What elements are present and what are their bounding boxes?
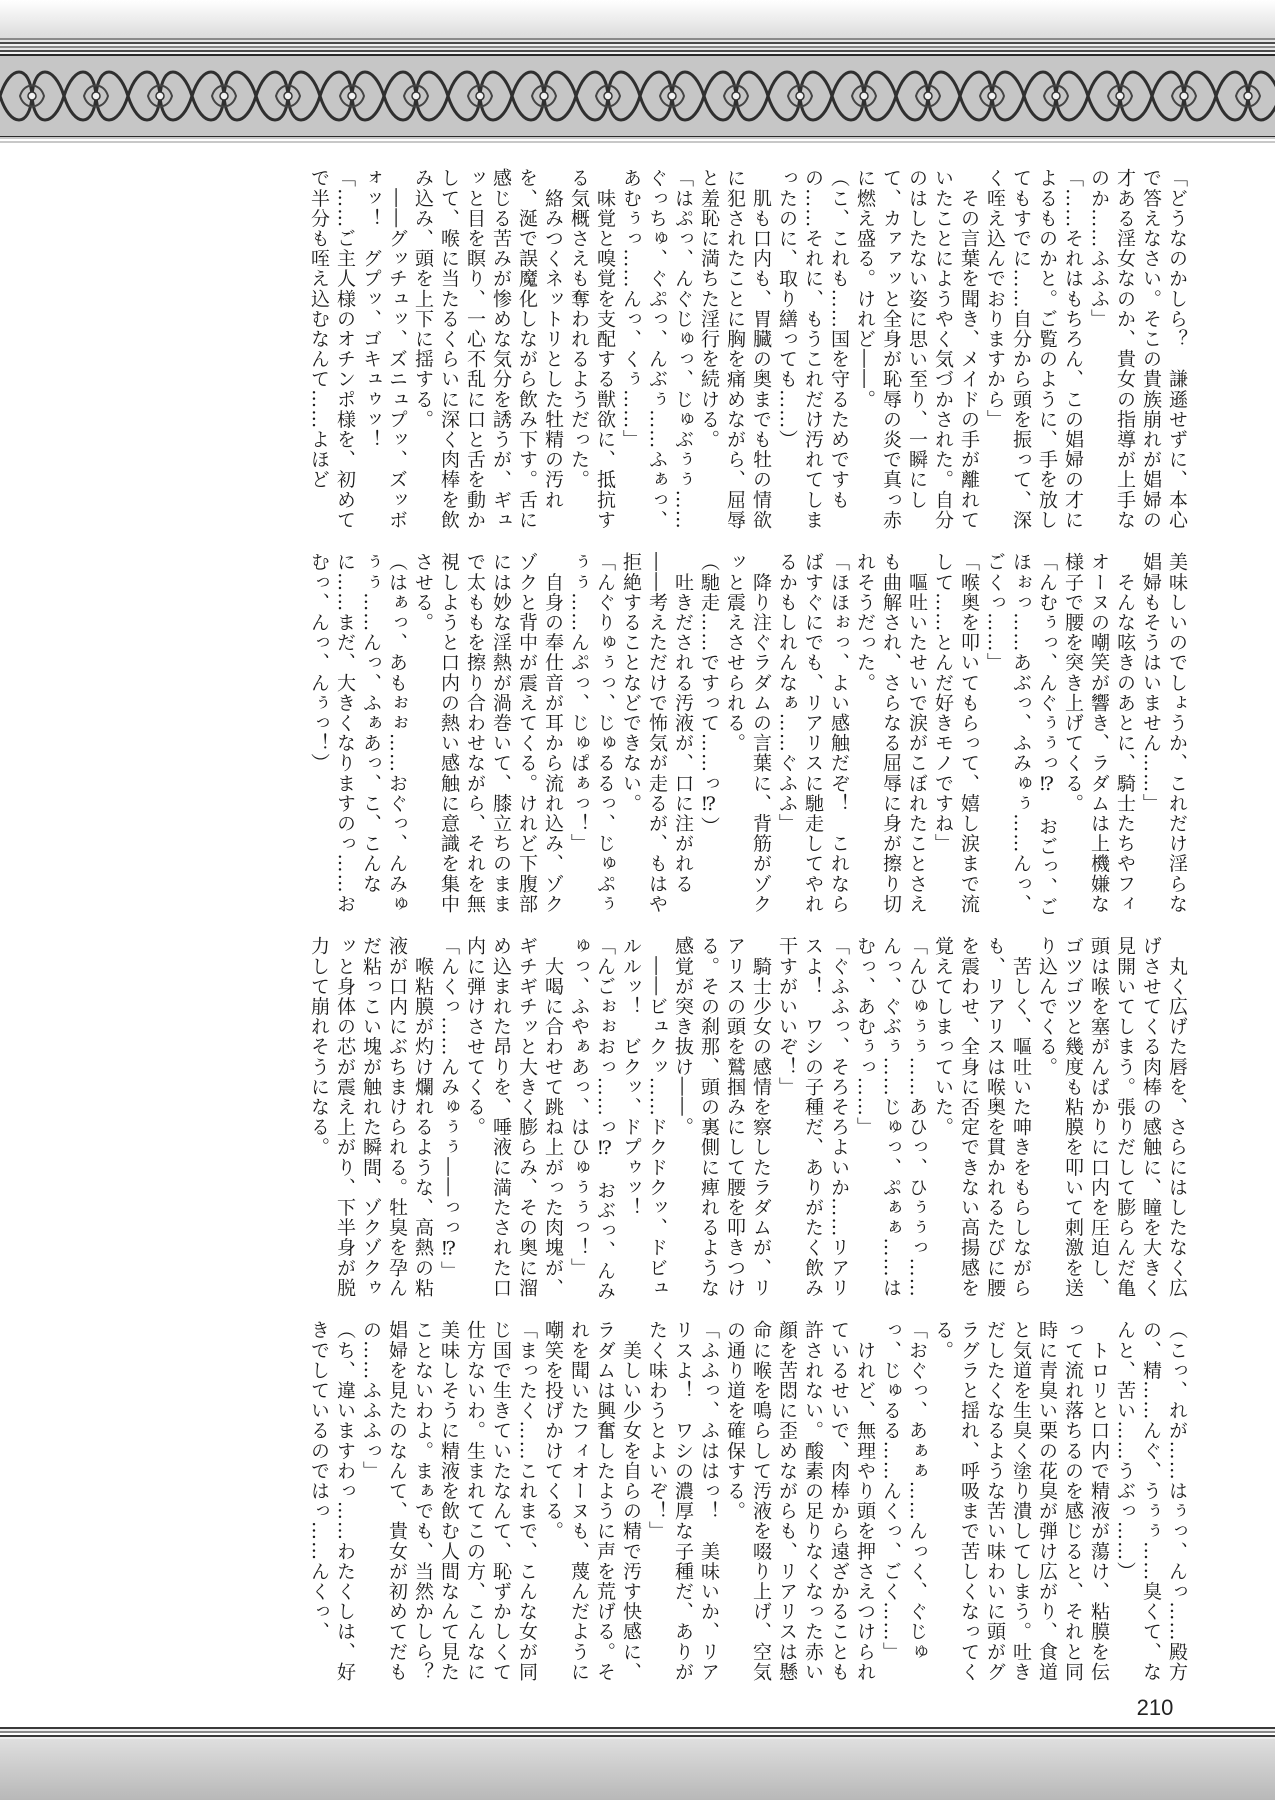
text-band-1: 「どうなのかしら？ 謙遜せずに、本心で答えなさい。そこの貴族崩れが娼婦の才ある淫女なのか、貴女の指導が上手なのか……ふふふ」 「……それはもちろん、この娼婦の才によるものかと。ご覧のように、手を放してもすでに……自分から頭を振って、深く咥え込んでおりますから」 その言葉を聞き、メイドの手が離れていたことにようやく気づかされた。自分のはしたない姿に思い至り、一瞬にして、カァァッと全身が恥辱の炎で真っ赤に燃え盛る。けれど――。 （こ、これも……国を守るためですもの……それに、もうこれだけ汚れてしまったのに、取り繕っても……） 肌も口内も、胃臓の奥までも牡の情欲に犯されたことに胸を痛めながら、屈辱と羞恥に満ちた淫行を続ける。 「はぷっ、んぐじゅっ、じゅぶぅぅ……ぐっちゅ、ぐぷっ、んぶぅ……ふぁっ、あむぅっ……んっ、くぅ……」 味覚と嗅覚を支配する獣欲に、抵抗する気概さえも奪われるようだった。 絡みつくネットリとした牡精の汚れを、涎で誤魔化しながら飲み下す。舌に感じる苦みが惨めな気分を誘うが、ギュッと目を瞑り、一心不乱に口と舌を動かして、喉に当たるくらいに深く肉棒を飲み込み、頭を上下に揺する。 ――グッチュッ、ズニュプッ、ズッボォッ！ グプッ、ゴキュゥッ！ 「……ご主人様のオチンポ様を、初めてで半分も咥え込むなんて……よほど bbox=[308, 168, 1188, 530]
scrollwork-motif bbox=[1152, 72, 1216, 120]
scrollwork-motif bbox=[320, 72, 384, 120]
scrollwork-motif bbox=[1024, 72, 1088, 120]
scrollwork-motif bbox=[704, 72, 768, 120]
scrollwork-motif bbox=[960, 72, 1024, 120]
page-number: 210 bbox=[1136, 1695, 1174, 1720]
scrollwork-motif bbox=[576, 72, 640, 120]
scrollwork-motif bbox=[128, 72, 192, 120]
text-band-3: 丸く広げた唇を、さらにはしたなく広げさせてくる肉棒の感触に、瞳を大きく見開いてしまう。張りだして膨らんだ亀頭は喉を塞がんばかりに口内を圧迫し、ゴツゴツと幾度も粘膜を叩いて刺激を送り込んでくる。 苦しく、嘔吐いた呻きをもらしながらも、リアリスは喉奥を貫かれるたびに腰を震わせ、全身に否定できない高揚感を覚えてしまっていた。 「んひゅぅぅ……あひっ、ひぅぅっ……んっ、ぐぶぅ……じゅっ、ぷぁぁ……はむっ、あむぅっ……」 「ぐふふっ、そろそろよいか……リアリスよ！ ワシの子種だ、ありがたく飲み干すがいいぞ！」 騎士少女の感情を察したラダムが、リアリスの頭を鷲掴みにして腰を叩きつける。その刹那、頭の裏側に痺れるような感覚が突き抜け――。 ――ビュクッ……ドクドクッ、ドビュルルッ！ ビクッ、ドプゥッ！ 「んごぉぉおっ……っ⁉ おぶっ、んみゅっ、ふやぁあっ、はひゅぅぅっ！」 大喝に合わせて跳ね上がった肉塊が、ギチギチッと大きく膨らみ、その奥に溜め込まれた昂りを、唾液に満たされた口内に弾けさせてくる。 「んくっ……んみゅぅぅ――っっ⁉」 喉粘膜が灼け爛れるような、高熱の粘液が口内にぶちまけられる。牡臭を孕んだ粘っこい塊が触れた瞬間、ゾクゾクゥッと身体の芯が震え上がり、下半身が脱力して崩れそうになる。 bbox=[308, 936, 1188, 1301]
bottom-border-lines bbox=[0, 1727, 1275, 1739]
scrollwork-motif bbox=[640, 72, 704, 120]
scrollwork-motif bbox=[768, 72, 832, 120]
scrollwork-motif bbox=[448, 72, 512, 120]
scrollwork-motif bbox=[1088, 72, 1152, 120]
ornament-underline bbox=[0, 137, 1275, 144]
scrollwork-motif bbox=[0, 72, 64, 120]
scrollwork-motif bbox=[192, 72, 256, 120]
text-band-2: 美味しいのでしょうか、これだけ淫らな娼婦もそうはいません……」 そんな呟きのあとに、騎士たちやフィオーヌの嘲笑が響き、ラダムは上機嫌な様子で腰を突き上げてくる。 「んむぅっ、んぐぅぅっ⁉ おごっ、ごほぉっ……あぶっ、ふみゅぅ……んっ、ごくっ……」 「喉奥を叩いてもらって、嬉し涙まで流して……とんだ好きモノですね」 嘔吐いたせいで涙がこぼれたことさえも曲解され、さらなる屈辱に身が擦り切れそうだった。 「ほほぉっ、よい感触だぞ！ これならばすぐにでも、リアリスに馳走してやれるかもしれんなぁ……ぐふふ」 降り注ぐラダムの言葉に、背筋がゾクッと震えさせられる。 （馳走……ですって……っ⁉） 吐きだされる汚液が、口に注がれる――考えただけで怖気が走るが、もはや拒絶することなどできない。 「んぐりゅぅっ、じゅるるっ、じゅぷぅぅぅ……んぷっ、じゅぱぁっ！」 自身の奉仕音が耳から流れ込み、ゾクゾクと背中が震えてくる。けれど下腹部には妙な淫熱が渦巻いて、膝立ちのままで太ももを擦り合わせながら、それを無視しようと口内の熱い感触に意識を集中させる。 （はぁっ、あもぉぉ……おぐっ、んみゅぅぅ……んっ、ふぁあっ、こ、こんなに……まだ、大きくなりますのっ……おむっ、んっ、んぅっ！） bbox=[308, 552, 1188, 917]
scrollwork-motif bbox=[256, 72, 320, 120]
scrollwork-motif bbox=[1216, 72, 1275, 120]
scrollwork-motif bbox=[512, 72, 576, 120]
top-border-lines bbox=[0, 38, 1275, 54]
scrollwork-motif bbox=[896, 72, 960, 120]
ornamental-header-band bbox=[0, 54, 1275, 139]
scrollwork-pattern bbox=[0, 56, 1275, 136]
scrollwork-motif bbox=[64, 72, 128, 120]
scrollwork-motif bbox=[384, 72, 448, 120]
text-band-4: （こっ、れが……はぅっ、んっ……殿方の、精……んぐ、うぅぅ……臭くて、なんと、苦い……うぶっ……） トロリと口内で精液が蕩け、粘膜を伝って流れ落ちるのを感じると、それと同時に青臭い栗の花臭が弾け広がり、食道と気道を生臭く塗り潰してしまう。吐きだしたくなるような苦い味わいに頭がグラグラと揺れ、呼吸まで苦しくなってくる。 「おぐっ、あぁぁ……んっく、ぐじゅっ、じゅるる……んくっ、ごく……」 けれど、無理やり頭を押さえつけられているせいで、肉棒から遠ざかることも許されない。酸素の足りなくなった赤い顔を苦悶に歪めながらも、リアリスは懸命に喉を鳴らして汚液を啜り上げ、空気の通り道を確保する。 「ふふっ、ふははっ！ 美味いか、リアリスよ！ ワシの濃厚な子種だ、ありがたく味わうとよいぞ！」 美しい少女を自らの精で汚す快感に、ラダムは興奮したように声を荒げる。それを聞いたフィオーヌも、蔑んだように嘲笑を投げかけてくる。 「まったく……これまで、こんな女が同じ国で生きていたなんて、恥ずかしくて仕方ないわ。生まれてこの方、こんなに美味しそうに精液を飲む人間なんて見たことないわよ。まぁでも、当然かしら？ 娼婦を見たのなんて、貴女が初めてだもの……ふふふっ」 （ち、違いますわっ……わたくしは、好きでしているのではっ……んくっ、 bbox=[308, 1320, 1188, 1682]
vertical-text-body bbox=[150, 168, 1190, 1690]
scrollwork-motif bbox=[832, 72, 896, 120]
